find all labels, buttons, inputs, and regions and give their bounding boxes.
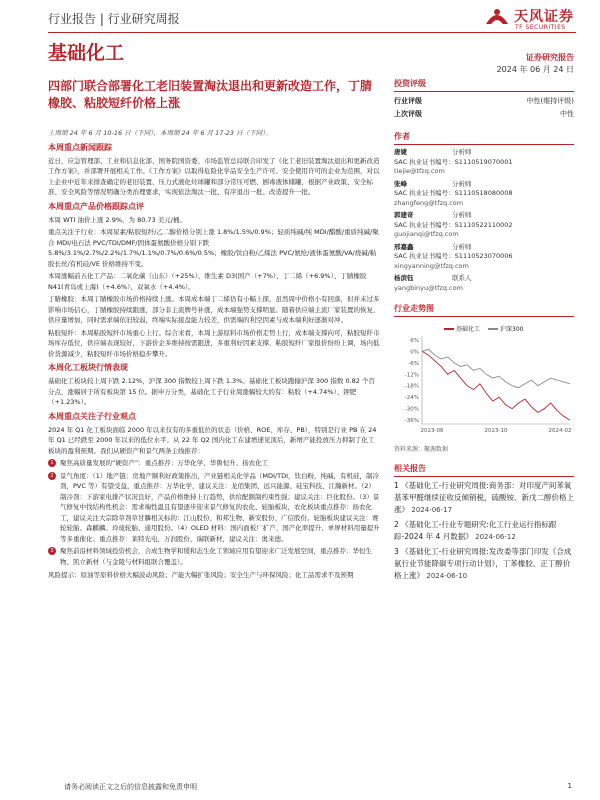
y-tick-label: -6% [408, 360, 419, 367]
report-date: 2024 年 06 月 24 日 [496, 65, 574, 74]
rating-heading: 投资评级 [394, 78, 574, 92]
y-tick-label: 0% [410, 349, 419, 356]
bullet-icon: 2 [48, 472, 56, 480]
author-entry: 邢嘉鑫 分析师 SAC 执业证书编号：S1110523070006 xingyanning@tfzq.com [394, 243, 574, 272]
sidebar [394, 78, 574, 582]
logo-text: 天风证券 [514, 9, 574, 25]
authors-heading: 作者 [394, 131, 574, 145]
price-paragraph-subsector: 重点关注子行业：本周尿素/粘胶短纤/乙二醇价格分别上涨 1.8%/1.5%/0.9%；轻质纯碱/纯 MDI/醋酸/重质纯碱/聚合 MDI/电石法 PVC/TDI/DMF/固体蛋氨酸价格分别下跌 5.8%/3.1%/2.7%/2.2%/1.7%/1.1%/0.7%/0.6%/0.5%；橡胶/钛白粉/乙烯法 PVC/氨纶/液体蛋氨酸/VA/烧碱/粘胶长丝/有机硅/VE 价格维持不变。 [48, 228, 379, 268]
y-tick-label: -24% [404, 395, 419, 402]
chart-plot [394, 332, 574, 440]
section-heading-price: 本周重点产品价格跟踪点评 [48, 201, 144, 211]
y-tick-label: 6% [410, 337, 419, 344]
legend-item: 基础化工 [444, 324, 480, 333]
author-email[interactable]: tiejie@tfzq.com [394, 167, 445, 175]
rating-row: 行业评级 中性(维持评级) [394, 97, 574, 105]
price-paragraph-vsf: 粘胶短纤：本周粘胶短纤市场重心上行。综合来看，本周上游原料市场价格走势上行，成本端支撑向可，粘胶短纤市场库存低位，供应端表现较好，下游价企多维持按需跟进，多重利好因素支撑，粘胶短纤厂家报价纷纷上调，场内低价货源减少，粘胶短纤市场价格稳步攀升。 [48, 328, 380, 358]
section-heading-views: 本周重点关注子行业观点 [48, 411, 136, 421]
price-paragraph-nbr: 丁腈橡胶：本周丁腈橡胶市场价格持续上涨。本周成本端丁二烯仍有小幅上探，虽然周中价格小有回落，但并未过多影响市场信心，丁腈橡胶持续跟涨，部分非主流牌号补涨，成本端强势支撑明显。随着供应端主流厂家装置的恢复，供应量增加，同时需求端依旧较弱，终端实际接盘能力较差，供需端的利空因素与成本端利好逐渐对冲。 [48, 295, 380, 324]
list-item: 1 聚焦高质量发展的“硬资产”：重点推荐：万华化学、华鲁恒升、扬农化工 [48, 458, 380, 469]
y-tick-label: -18% [404, 383, 419, 390]
report-type: 证券研究报告 [526, 53, 574, 62]
author-email[interactable]: xingyanning@tfzq.com [394, 261, 469, 270]
news-paragraph: 近日，应急管理部、工业和信息化部、国务院国资委、市场监管总局联合印发了《化工老旧装置淘汰退出和更新改造工作方案》，并部署开展相关工作。《工作方案》以取得危险化学品安全生产许可、安全使用许可的企业为范围，对以上企业中近年来排查确定的老旧装置、压力式液化烃球罐和部分常压可燃、剧毒液体储罐，根据产业政策、安全标准、安全风险等情况明确分类治理要求，实现依法淘汰一批、有序退出一批、改造提升一批。 [48, 156, 380, 196]
x-tick-label: 2023-10 [484, 428, 508, 434]
list-item: 2 景气角度：（1）地产链：房地产顺利好政策推出，产业链相关化学品（MDI/TDI，钛白粉，纯碱，有机硅，制冷剂，PVC 等）有望受益，重点推荐：万华化学，建议关注：龙佰集团、远兴能源、硅宝科技、江瀚新材。（2）制冷剂：下游家电排产状况良好，产品价格维持上行趋势，供给配额制约束性强；建议关注：巨化股份。（3）景气修复中找结构性机会：需求端性温且有望逐步迎来景气修复的农化、轮胎板块，农化板块重点推荐：扬农化工，建议关注大宗除草剂草甘膦相关标的：江山股份、和邦生物、新安股份、广信股份。轮胎板块建议关注：赛轮轮胎、森麒麟、玲珑轮胎、通用股份。（4）OLED 材料：国内面板厂扩产、国产化率提升、单屏材料用量提升等多重催化；重点推荐：莱特光电，万润股份，瑞联新材，建议关注：奥来德。 [48, 471, 380, 545]
industry-trend-chart [394, 320, 574, 442]
related-report[interactable]: 1 《基础化工-行业研究周报:商务部：对印度产间苯氧基苯甲醛继续征收反倾销税，硫酸铵、新戊二醇价格上涨》 2024-06-17 [394, 481, 574, 514]
x-tick-label: 2024-02 [548, 428, 572, 434]
author-email[interactable]: zhangfeng@tfzq.com [394, 198, 464, 207]
author-entry: 杨滨钰 联系人 yangbinyu@tfzq.com [394, 274, 574, 293]
price-paragraph-top5: 本周涨幅前五化工产品：二氧化碳（山东）（+25%）、维生素 D3(国产（+7%）、丁二烯（+6.9%）、丁腈橡胶 N41(青岛或上海)（+4.6%）、双氧水（+4.4%）。 [48, 272, 367, 291]
section-heading-news: 本周重点新闻跟踪 [48, 142, 112, 152]
price-paragraph-oil: 本周 WTI 油价上涨 2.9%，为 80.73 美元/桶。 [48, 215, 186, 224]
y-tick-label: -12% [404, 372, 419, 379]
period-note: 上周期 24 年 6 月 10-16 日（下同），本周期 24 年 6 月 17-23 日（下同）。 [48, 129, 272, 137]
series-line-1 [422, 349, 570, 387]
y-tick-label: -30% [404, 406, 419, 413]
author-email[interactable]: guojianqi@tfzq.com [394, 230, 459, 238]
page-title: 四部门联合部署化工老旧装置淘汰退出和更新改造工作，丁腈橡胶、粘胶短纤价格上涨 [48, 79, 373, 110]
report-category: 行业报告 | 行业研究周报 [48, 12, 180, 26]
x-tick-label: 2023-06 [420, 428, 444, 434]
rating-row: 上次评级 中性 [394, 110, 574, 118]
disclaimer-footer: 请务必阅读正文之后的信息披露和免责申明 [64, 783, 197, 791]
chart-source: 资料来源：聚源数据 [394, 446, 449, 453]
logo-text-en: TF SECURITIES [515, 24, 566, 31]
author-email[interactable]: yangbinyu@tfzq.com [394, 283, 463, 292]
series-line-0 [422, 351, 570, 420]
sector-title: 基础化工 [48, 42, 125, 64]
market-paragraph: 基础化工板块较上周下跌 2.12%，沪深 300 指数较上周下跌 1.3%。基础化工板块跑输沪深 300 指数 0.82 个百分点，涨幅居于所有板块第 15 位。据申万分类，基础化工子行业周涨幅较大的有：粘胶（+4.74%）、钾肥（+1.23%）。 [48, 377, 375, 406]
y-tick-label: -36% [404, 418, 419, 425]
related-report[interactable]: 2 《基础化工-行业专题研究:化工行业运行指标跟踪-2024 年 4 月数据》 2024-06-12 [394, 520, 557, 541]
risk-warning: 风险提示：原油等原料价格大幅波动风险；产能大幅扩张风险；安全生产与环保风险；化工品需求不及预期 [48, 571, 354, 579]
author-entry: 唐婕 分析师 SAC 执业证书编号：S1110519070001 tiejie@tfzq.com [394, 148, 574, 177]
views-paragraph: 2024 年 Q1 化工板块面临 2000 年以来仅有的多重低位的状态（价格、ROE、库存、PB），特别是行业 PB 在 24 年 Q1 已经跌至 2000 年以来的低位水平。从 22 年 Q2 国内化工在建增速见顶后，新增产能投放压力抑制了化工板块的盈利预期。我们从硬资产和景气两条主线推荐： [48, 425, 377, 455]
page-number: 1 [567, 782, 572, 790]
bullet-icon: 1 [48, 459, 56, 467]
related-heading: 相关报告 [394, 463, 574, 477]
legend-item: 沪深300 [488, 324, 523, 333]
author-entry: 郭建奇 分析师 SAC 执业证书编号：S1110522110002 guojianqi@tfzq.com [394, 211, 574, 240]
list-item: 3 聚焦前沿材料领域投资机会，合成生物学和缓和态生化工领域应用有望迎来广泛发展空间，重点推荐：华恒生物、凯立新材（与金陵与材料组联合覆盖）。 [48, 546, 380, 567]
logo-mark-icon [484, 4, 510, 30]
trend-heading: 行业走势图 [394, 303, 574, 317]
header-divider [48, 32, 576, 33]
related-report[interactable]: 3 《基础化工-行业研究周报:发改委等部门印发《合成氨行业节能降碳专项行动计划》，丁苯橡胶、正丁醇价格上涨》 2024-06-10 [394, 547, 572, 580]
bullet-icon: 3 [48, 547, 56, 555]
section-heading-market: 本周化工板块行情表现 [48, 363, 128, 372]
main-body [48, 128, 380, 581]
author-entry: 张峰 分析师 SAC 执业证书编号：S1110518080008 zhangfeng@tfzq.com [394, 180, 574, 209]
